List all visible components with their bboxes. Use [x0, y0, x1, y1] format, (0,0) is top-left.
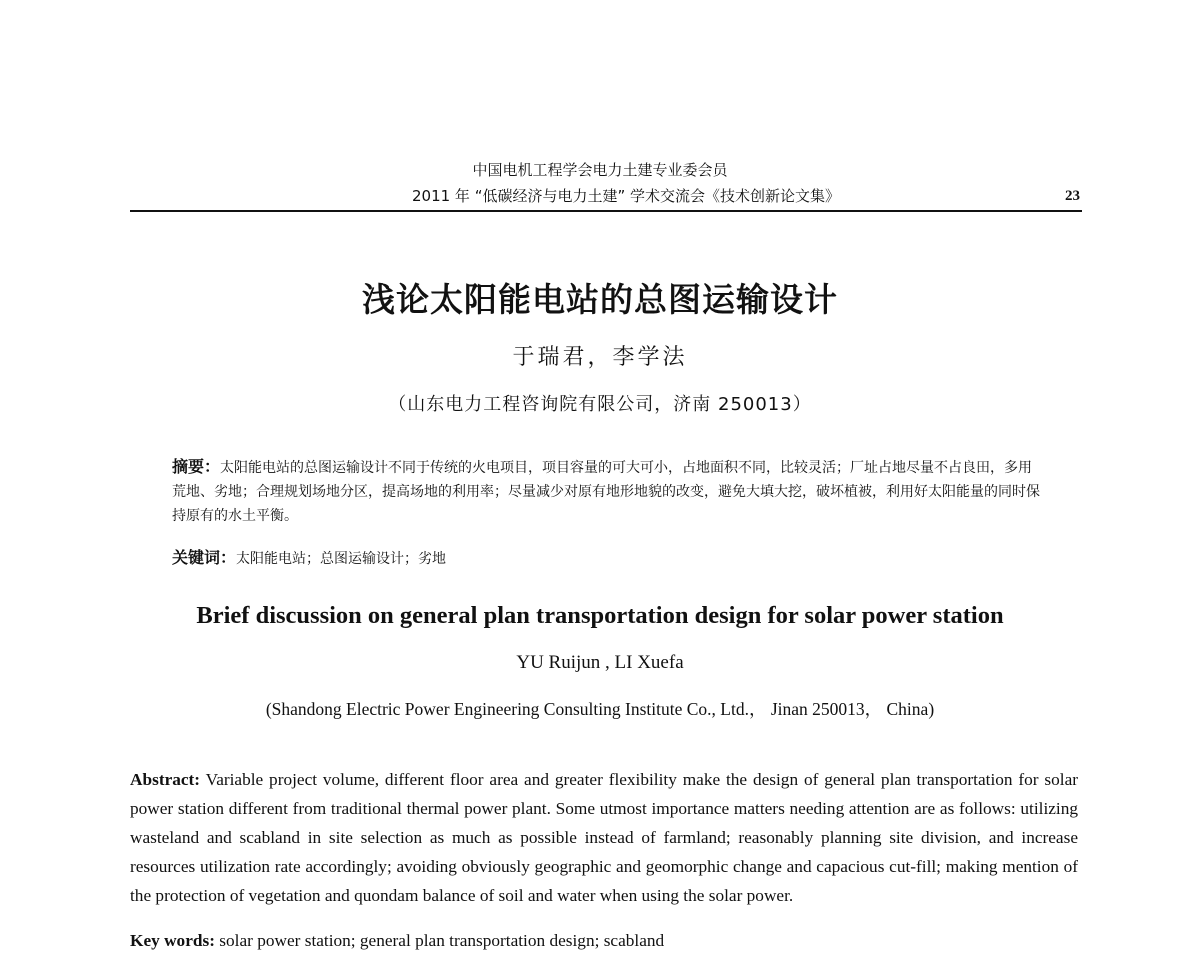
journal-header-line2	[130, 185, 1082, 207]
abstract-english	[130, 765, 1078, 910]
keywords-label-english: Key words:	[130, 931, 215, 950]
journal-header-line1: 中国电机工程学会电力土建专业委会员	[472, 161, 728, 179]
paper-title-chinese: 浅论太阳能电站的总图运输设计	[362, 280, 838, 319]
keywords-english	[130, 926, 1078, 955]
abstract-label-english: Abstract:	[130, 770, 201, 789]
conference-title: 2011 年 “低碳经济与电力土建” 学术交流会《技术创新论文集》	[411, 187, 841, 205]
abstract-chinese	[172, 455, 1042, 528]
authors-english: YU Ruijun , LI Xuefa	[516, 652, 684, 673]
paper-title-english: Brief discussion on general plan transportation design for solar power station	[196, 602, 1004, 629]
affiliation-chinese: （山东电力工程咨询院有限公司，济南 250013）	[388, 394, 812, 415]
keywords-label-chinese: 关键词：	[172, 548, 237, 567]
keywords-chinese	[172, 546, 1042, 571]
keywords-text-english: solar power station; general plan transportation design; scabland	[219, 931, 665, 950]
page-number: 23	[1065, 188, 1080, 204]
header-rule	[130, 210, 1082, 212]
affiliation-english: (Shandong Electric Power Engineering Consulting Institute Co., Ltd.， Jinan 250013， China)	[265, 699, 935, 719]
abstract-text-chinese: 太阳能电站的总图运输设计不同于传统的火电项目，项目容量的可大可小，占地面积不同，比较灵活；厂址占地尽量不占良田，多用荒地、劣地；合理规划场地分区，提高场地的利用率；尽量减少对原有地形地貌的改变，避免大填大挖，破坏植被，利用好太阳能量的同时保持原有的水土平衡。	[172, 460, 1040, 524]
keywords-text-chinese: 太阳能电站；总图运输设计；劣地	[236, 551, 447, 567]
authors-chinese: 于瑞君，李学法	[512, 345, 688, 370]
abstract-label-chinese: 摘要：	[172, 457, 221, 476]
abstract-text-english: Variable project volume, different floor area and greater flexibility make the design of general plan transportation for solar power station different from traditional thermal power plant. Some utmost importance matters needing attention are as follows: utilizing wasteland and scabland in site selection as much as possible instead of farmland; reasonably planning site division, and increase resources utilization rate accordingly; avoiding obviously geographic and geomorphic change and capacious cut-fill; making mention of the protection of vegetation and quondam balance of soil and water when using the solar power.	[130, 770, 1078, 905]
